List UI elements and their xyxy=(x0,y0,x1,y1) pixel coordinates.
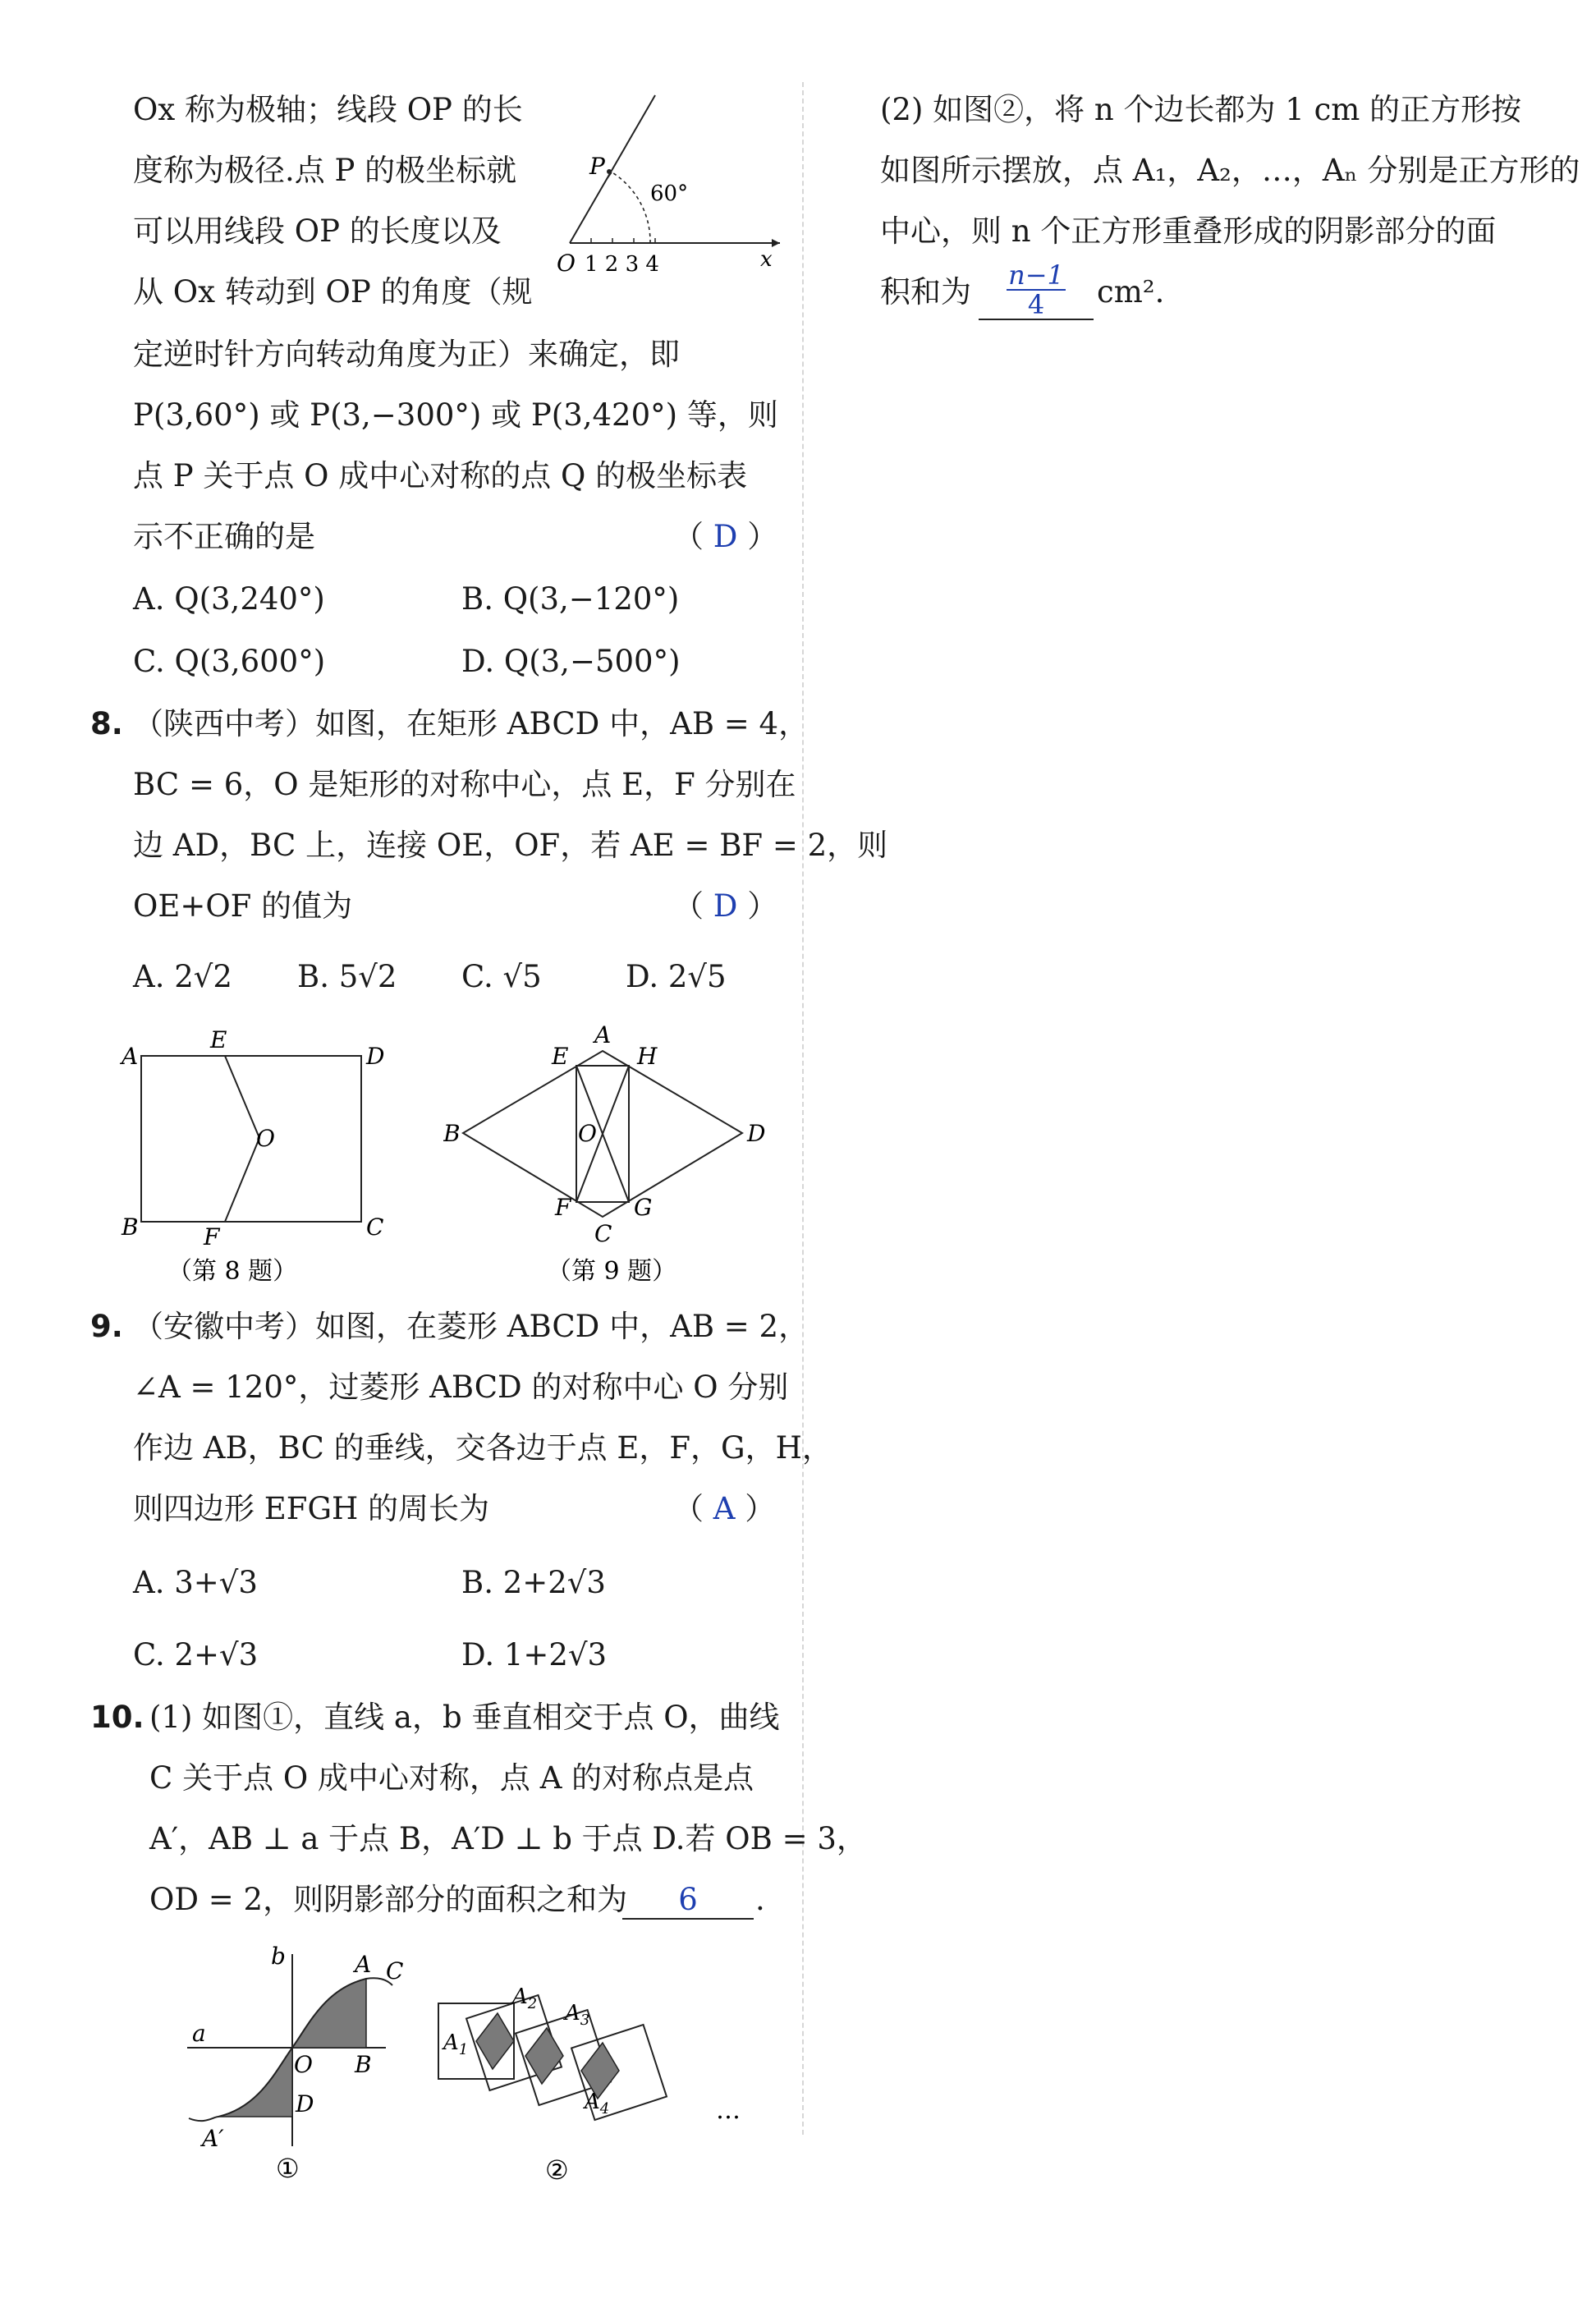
figure-10-2 xyxy=(433,1971,762,2184)
fig10-1-label-a-line: a xyxy=(192,2020,206,2047)
fig10-2-caption: ② xyxy=(545,2154,569,2184)
polar-label-p: P xyxy=(589,153,605,180)
q9-line-1: （安徽中考）如图，在菱形 ABCD 中，AB = 2， xyxy=(133,1309,809,1344)
fig10-1-label-o: O xyxy=(294,2051,313,2078)
q10-2-unit: cm². xyxy=(1097,274,1165,310)
fig9-label-o: O xyxy=(578,1120,597,1147)
fig10-1-label-b-point: B xyxy=(355,2051,372,2078)
fig8-label-e: E xyxy=(210,1026,227,1053)
fig9-label-c: C xyxy=(594,1220,612,1247)
fig10-2-a2-letter: A xyxy=(512,1984,528,2009)
fig10-1-label-d: D xyxy=(296,2090,314,2117)
q8-option-b: B. 5√2 xyxy=(297,959,397,994)
fig9-label-h: H xyxy=(637,1043,658,1070)
q7-line-7: 点 P 关于点 O 成中心对称的点 Q 的极坐标表 xyxy=(133,458,748,493)
q10-2-line-4: 积和为 xyxy=(880,274,971,310)
q10-answer: 6 xyxy=(678,1882,698,1917)
q8-line-3: 边 AD，BC 上，连接 OE，OF，若 AE = BF = 2，则 xyxy=(133,828,888,863)
q7-answer: D xyxy=(713,519,738,554)
fig8-label-a: A xyxy=(122,1043,139,1070)
q10-2-line-2: 如图所示摆放，点 A₁，A₂，…，Aₙ 分别是正方形的 xyxy=(880,153,1580,188)
q7-line-8: 示不正确的是 xyxy=(133,519,315,554)
fig10-1-label-b: b xyxy=(271,1946,286,1970)
q8-answer-bracket: （ D ） xyxy=(673,888,778,924)
q9-number: 9. xyxy=(90,1309,123,1344)
q7-option-c: C. Q(3,600°) xyxy=(133,644,326,679)
fig10-2-a4-sub: 4 xyxy=(599,2100,610,2117)
fig10-1-label-a-prime: A′ xyxy=(202,2125,224,2152)
q8-option-c: C. √5 xyxy=(461,959,542,994)
q7-answer-bracket: （ D ） xyxy=(673,519,778,554)
q10-2-answer-blank xyxy=(979,261,1094,320)
q8-line-2: BC = 6，O 是矩形的对称中心，点 E，F 分别在 xyxy=(133,767,796,802)
q10-line-3: A′，AB ⊥ a 于点 B，A′D ⊥ b 于点 D.若 OB = 3， xyxy=(149,1821,867,1856)
fig8-label-c: C xyxy=(366,1214,384,1241)
q7-line-6: P(3,60°) 或 P(3,−300°) 或 P(3,420°) 等，则 xyxy=(133,397,778,433)
q9-option-c: C. 2+√3 xyxy=(133,1637,259,1672)
q9-option-b: B. 2+2√3 xyxy=(461,1565,606,1600)
fig10-1-label-a-point: A xyxy=(355,1951,372,1978)
q9-line-4: 则四边形 EFGH 的周长为 xyxy=(133,1491,490,1526)
fig10-2-a3-letter: A xyxy=(565,2001,580,2026)
q10-2-line-1: (2) 如图②，将 n 个边长都为 1 cm 的正方形按 xyxy=(880,92,1522,127)
fig9-label-f: F xyxy=(555,1194,571,1221)
fig8-label-b: B xyxy=(122,1214,139,1241)
fig10-2-a1-sub: 1 xyxy=(458,2041,469,2058)
q10-answer-blank xyxy=(622,1882,754,1920)
polar-label-angle: 60° xyxy=(650,181,689,206)
q10-2-line-3: 中心，则 n 个正方形重叠形成的阴影部分的面 xyxy=(880,213,1497,249)
fig8-label-o: O xyxy=(256,1125,275,1152)
fig10-2-a3-sub: 3 xyxy=(580,2012,590,2029)
figure-9-rhombus xyxy=(443,1018,772,1289)
q8-option-d: D. 2√5 xyxy=(626,959,727,994)
q8-line-4: OE+OF 的值为 xyxy=(133,888,353,924)
fig9-label-g: G xyxy=(634,1194,653,1221)
q10-line-1: (1) 如图①，直线 a，b 垂直相交于点 O，曲线 xyxy=(149,1700,780,1735)
q7-line-5: 定逆时针方向转动角度为正）来确定，即 xyxy=(133,337,680,372)
fig8-label-d: D xyxy=(366,1043,385,1070)
fig10-1-caption: ① xyxy=(276,2153,300,2184)
polar-figure xyxy=(548,89,787,278)
q10-line-4: OD = 2，则阴影部分的面积之和为 xyxy=(149,1882,628,1917)
q7-line-4: 从 Ox 转动到 OP 的角度（规 xyxy=(133,274,533,310)
fig10-2-label-a1 xyxy=(442,2030,468,2058)
q10-number: 10. xyxy=(90,1700,144,1735)
q10-period: . xyxy=(755,1882,765,1917)
q10-2-answer-denominator: 4 xyxy=(1027,289,1045,320)
figure-8-rectangle xyxy=(115,1018,394,1289)
q7-line-2: 度称为极径.点 P 的极坐标就 xyxy=(133,153,517,188)
q8-line-1: （陕西中考）如图，在矩形 ABCD 中，AB = 4， xyxy=(133,706,809,741)
fig10-2-label-a4 xyxy=(583,2090,609,2117)
polar-label-o: O xyxy=(557,250,576,277)
polar-label-x: x xyxy=(760,247,773,272)
q9-line-2: ∠A = 120°，过菱形 ABCD 的对称中心 O 分别 xyxy=(133,1370,789,1405)
fig10-2-ellipsis: … xyxy=(716,2096,741,2125)
q9-answer-bracket: （ A ） xyxy=(673,1491,776,1526)
q9-line-3: 作边 AB，BC 的垂线，交各边于点 E，F，G，H， xyxy=(133,1430,832,1466)
q7-line-1: Ox 称为极轴；线段 OP 的长 xyxy=(133,92,523,127)
polar-label-ticks: 1 2 3 4 xyxy=(585,252,659,277)
q10-2-answer-numerator: n−1 xyxy=(1008,259,1064,291)
fig10-1-label-c: C xyxy=(386,1957,404,1984)
figure-10-1 xyxy=(181,1946,419,2184)
q8-option-a: A. 2√2 xyxy=(133,959,232,994)
fig8-label-f: F xyxy=(204,1223,220,1250)
q9-option-a: A. 3+√3 xyxy=(133,1565,258,1600)
fig10-2-a1-letter: A xyxy=(443,2030,459,2055)
fig9-label-b: B xyxy=(443,1120,461,1147)
q8-number: 8. xyxy=(90,706,123,741)
q7-option-b: B. Q(3,−120°) xyxy=(461,581,680,617)
fig9-caption: （第 9 题） xyxy=(547,1257,677,1286)
fig9-label-d: D xyxy=(747,1120,766,1147)
fig10-2-a2-sub: 2 xyxy=(527,1995,538,2012)
fig10-2-label-a2 xyxy=(511,1984,537,2012)
fig9-label-e: E xyxy=(552,1043,569,1070)
q7-option-a: A. Q(3,240°) xyxy=(133,581,325,617)
fig10-2-label-a3 xyxy=(563,2001,589,2029)
q7-line-3: 可以用线段 OP 的长度以及 xyxy=(133,213,502,249)
q8-answer: D xyxy=(713,888,738,924)
fig9-label-a: A xyxy=(594,1021,612,1048)
q10-line-2: C 关于点 O 成中心对称，点 A 的对称点是点 xyxy=(149,1760,754,1796)
q9-answer: A xyxy=(713,1491,736,1526)
fig10-2-a4-letter: A xyxy=(585,2090,600,2114)
fig8-caption: （第 8 题） xyxy=(167,1257,298,1286)
q7-option-d: D. Q(3,−500°) xyxy=(461,644,681,679)
q9-option-d: D. 1+2√3 xyxy=(461,1637,608,1672)
